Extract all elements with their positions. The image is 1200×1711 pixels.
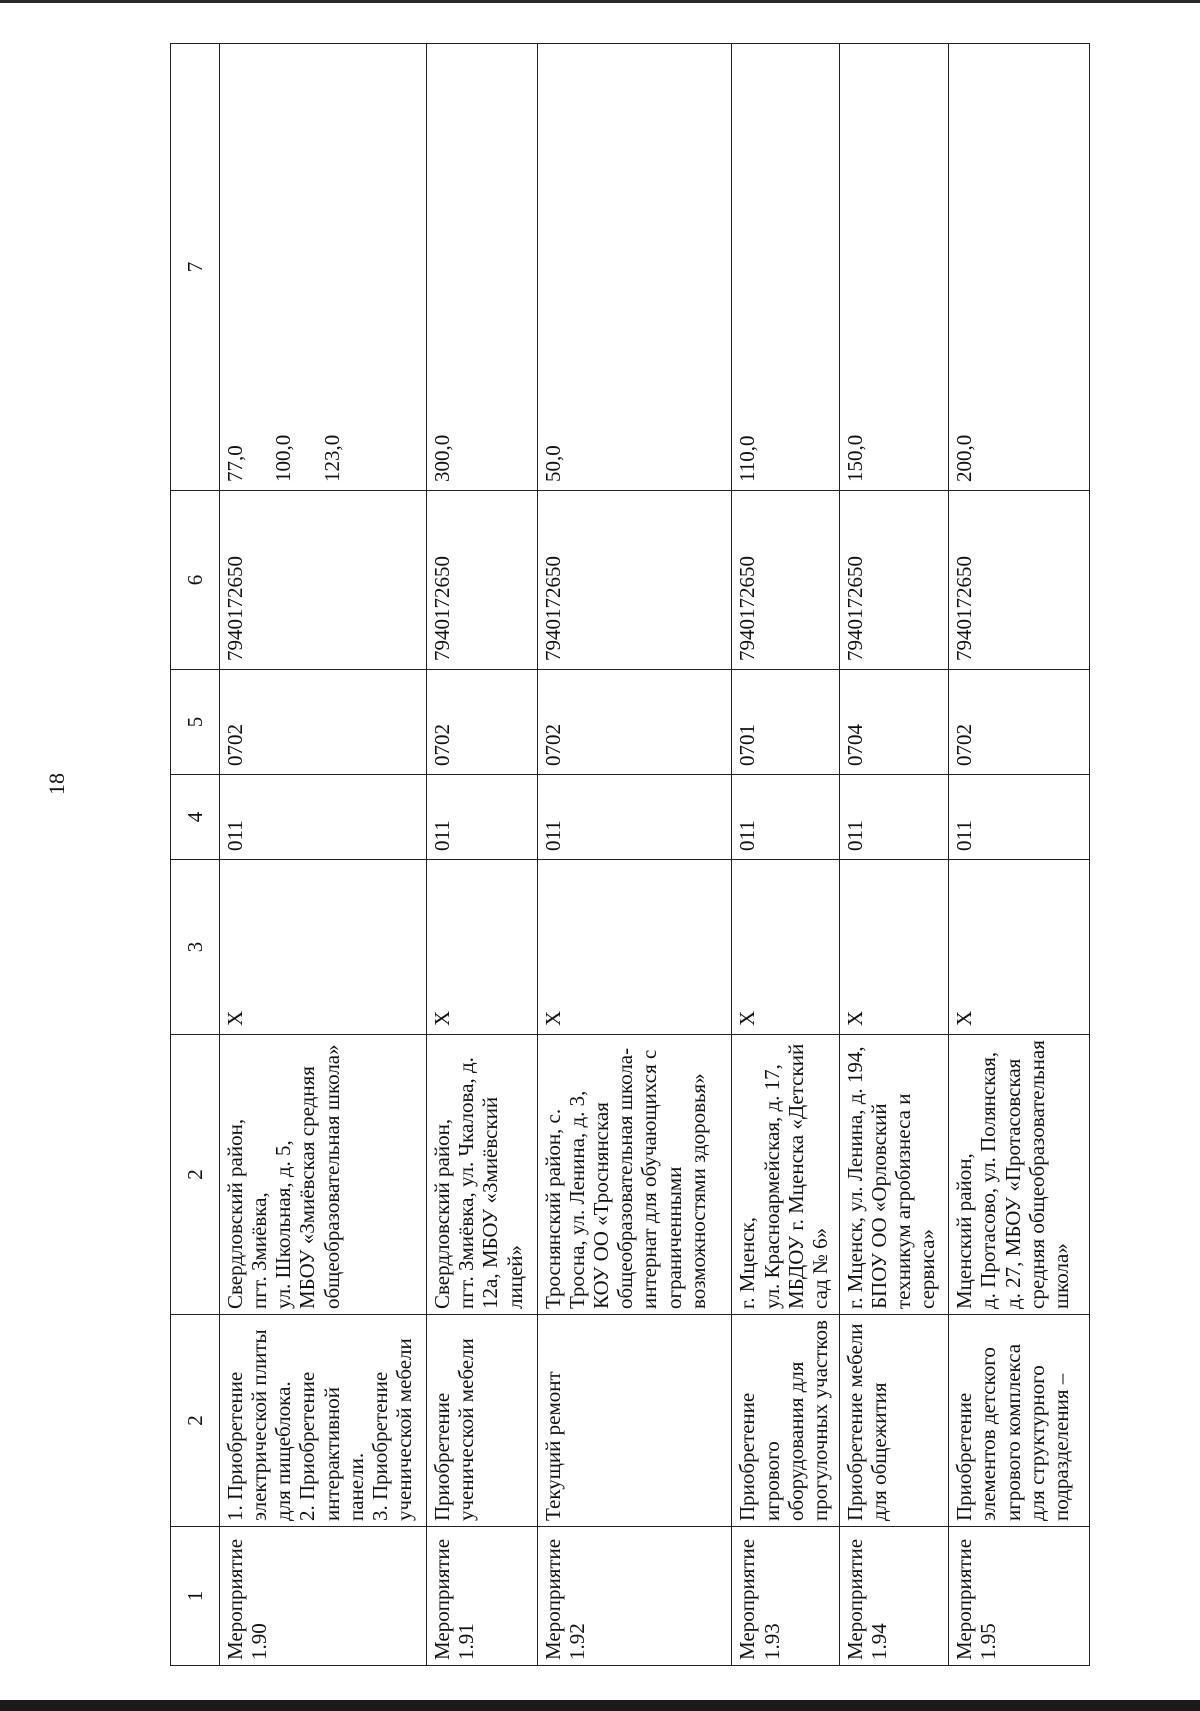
measure-address: Свердловский район, пгт. Змиёвка, ул. Школьная, д. 5, МБОУ «Змиёвская средняя общеобразовательная школа»: [220, 1035, 427, 1315]
measure-col4: 011: [839, 775, 949, 860]
measure-id: Мероприятие 1.93: [732, 1527, 839, 1666]
measure-address: г. Мценск, ул. Ленина, д. 194, БПОУ ОО «Орловский техникум агробизнеса и сервиса»: [839, 1035, 949, 1315]
measures-table: [170, 43, 1090, 1666]
table-row: [220, 44, 427, 1666]
measure-col3: X: [427, 860, 538, 1035]
measure-description: Приобретение мебели для общежития: [839, 1315, 949, 1527]
measure-col4: 011: [427, 775, 538, 860]
scan-top-edge: [0, 0, 1200, 3]
measure-description: Приобретение элементов детского игрового комплекса для структурного подразделения –: [949, 1315, 1090, 1527]
header-col-3: 3: [171, 860, 220, 1035]
measure-id: Мероприятие 1.94: [839, 1527, 949, 1666]
measure-amount: 77,0 100,0 123,0: [220, 44, 427, 491]
measure-col3: X: [839, 860, 949, 1035]
measure-id: Мероприятие 1.92: [537, 1527, 732, 1666]
measure-col6: 7940172650: [839, 491, 949, 670]
measure-description: Приобретение ученической мебели: [427, 1315, 538, 1527]
measure-col5: 0702: [220, 670, 427, 775]
measure-description: Приобретение игрового оборудования для прогулочных участков: [732, 1315, 839, 1527]
header-col-6: 6: [171, 491, 220, 670]
measure-col3: X: [732, 860, 839, 1035]
measure-amount: 150,0: [839, 44, 949, 491]
table-row: [839, 44, 949, 1666]
measure-col6: 7940172650: [732, 491, 839, 670]
measure-col3: X: [949, 860, 1090, 1035]
header-col-2a: 2: [171, 1315, 220, 1527]
page-number: 18: [44, 773, 69, 795]
table-row: [537, 44, 732, 1666]
measure-id: Мероприятие 1.91: [427, 1527, 538, 1666]
table-row: [427, 44, 538, 1666]
header-col-7: 7: [171, 44, 220, 491]
measure-col6: 7940172650: [220, 491, 427, 670]
measure-col3: X: [220, 860, 427, 1035]
table-row: [949, 44, 1090, 1666]
measure-col4: 011: [732, 775, 839, 860]
header-row: [171, 44, 220, 1666]
rotated-table-container: [170, 44, 1090, 1666]
measure-col4: 011: [220, 775, 427, 860]
header-col-2b: 2: [171, 1035, 220, 1315]
measure-col5: 0704: [839, 670, 949, 775]
measure-amount: 200,0: [949, 44, 1090, 491]
measure-id: Мероприятие 1.95: [949, 1527, 1090, 1666]
header-col-4: 4: [171, 775, 220, 860]
measure-col5: 0701: [732, 670, 839, 775]
header-col-1: 1: [171, 1527, 220, 1666]
measure-address: Мценский район, д. Протасово, ул. Полянская, д. 27, МБОУ «Протасовская средняя общеобразовательная школа»: [949, 1035, 1090, 1315]
measure-description: Текущий ремонт: [537, 1315, 732, 1527]
measure-col5: 0702: [537, 670, 732, 775]
measure-col5: 0702: [949, 670, 1090, 775]
measure-address: Троснянский район, с. Тросна, ул. Ленина, д. 3, КОУ ОО «Троснянская общеобразовательная школа-интернат для обучающихся с ограниченными возможностями здоровья»: [537, 1035, 732, 1315]
measure-amount: 50,0: [537, 44, 732, 491]
measure-address: г. Мценск, ул. Красноармейская, д. 17, МБДОУ г. Мценска «Детский сад № 6»: [732, 1035, 839, 1315]
measure-col4: 011: [949, 775, 1090, 860]
measure-amount: 110,0: [732, 44, 839, 491]
measure-col3: X: [537, 860, 732, 1035]
measure-col5: 0702: [427, 670, 538, 775]
measure-col4: 011: [537, 775, 732, 860]
measure-id: Мероприятие 1.90: [220, 1527, 427, 1666]
measure-col6: 7940172650: [949, 491, 1090, 670]
header-col-5: 5: [171, 670, 220, 775]
measure-address: Свердловский район, пгт. Змиёвка, ул. Чкалова, д. 12а, МБОУ «Змиёвский лицей»: [427, 1035, 538, 1315]
measure-amount: 300,0: [427, 44, 538, 491]
measure-description: 1. Приобретение электрической плиты для пищеблока. 2. Приобретение интерактивной панели. 3. Приобретение ученической мебели: [220, 1315, 427, 1527]
measure-col6: 7940172650: [537, 491, 732, 670]
scan-bottom-edge: [0, 1700, 1200, 1711]
measure-col6: 7940172650: [427, 491, 538, 670]
table-row: [732, 44, 839, 1666]
